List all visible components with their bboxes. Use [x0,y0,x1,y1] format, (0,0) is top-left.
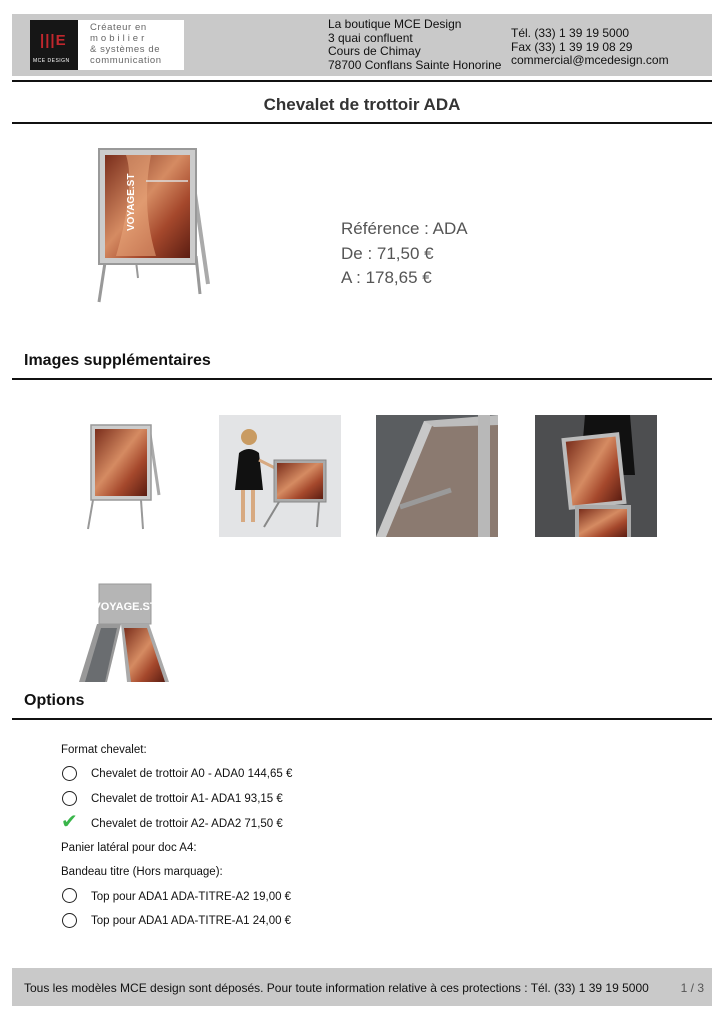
thumbnail-image-4[interactable] [535,415,657,537]
banner-text: VOYAGE.ST [93,601,157,613]
email-link[interactable]: commercial@mcedesign.com [511,53,669,68]
page-number: 1 / 3 [680,981,704,995]
divider [12,718,712,720]
company-logo [30,20,184,70]
option-group-label: Format chevalet: [61,744,147,756]
divider [12,80,712,82]
option-label: Top pour ADA1 ADA-TITRE-A1 24,00 € [91,915,292,927]
divider [12,122,712,124]
poster-text: VOYAGE.ST [126,173,137,231]
thumbnail-image-2[interactable] [219,415,341,537]
page-title: Chevalet de trottoir ADA [263,95,461,114]
radio-option-titre-a2[interactable] [62,888,77,903]
phone: Tél. (33) 1 39 19 5000 [511,26,630,40]
page-header [12,14,712,76]
option-label: Chevalet de trottoir A0 - ADA0 144,65 € [91,768,293,780]
product-reference: Référence : ADA [341,219,468,238]
option-label: Chevalet de trottoir A2- ADA2 71,50 € [91,818,283,830]
logo-mark: |||E MCE DESIGN [30,20,78,70]
logo-mark-text: MCE DESIGN [33,58,70,64]
logo-tagline: Créateur en mobilier & systèmes de communication [90,22,162,66]
price-from: De : 71,50 € [341,243,434,263]
store-address: La boutique MCE Design 3 quai confluent Cours de Chimay 78700 Conflans Sainte Honorine [328,17,502,72]
checkmark-icon[interactable]: ✔ [61,811,78,833]
footer-notice: Tous les modèles MCE design sont déposés. Pour toute information relative à ces protections : Tél. (33) 1 39 19 5000 [24,981,649,995]
section-title-options: Options [24,692,85,709]
divider [12,378,712,380]
option-label: Top pour ADA1 ADA-TITRE-A2 19,00 € [91,891,292,903]
thumbnail-image-5[interactable] [61,560,183,682]
price-to: A : 178,65 € [341,268,432,287]
product-info [341,217,468,291]
option-label: Chevalet de trottoir A1- ADA1 93,15 € [91,793,283,805]
thumbnail-image-3[interactable] [376,415,498,537]
fax: Fax (33) 1 39 19 08 29 [511,39,633,54]
store-contact [511,27,669,68]
radio-option-a1[interactable] [62,791,77,806]
page-footer [12,968,712,1006]
option-group-label: Bandeau titre (Hors marquage): [61,866,223,878]
section-title-images: Images supplémentaires [24,352,211,369]
product-main-image [96,146,212,306]
radio-option-titre-a1[interactable] [62,913,77,928]
thumbnail-image-1[interactable] [61,415,183,537]
option-group-label: Panier latéral pour doc A4: [61,842,197,854]
radio-option-a0[interactable] [62,766,77,781]
